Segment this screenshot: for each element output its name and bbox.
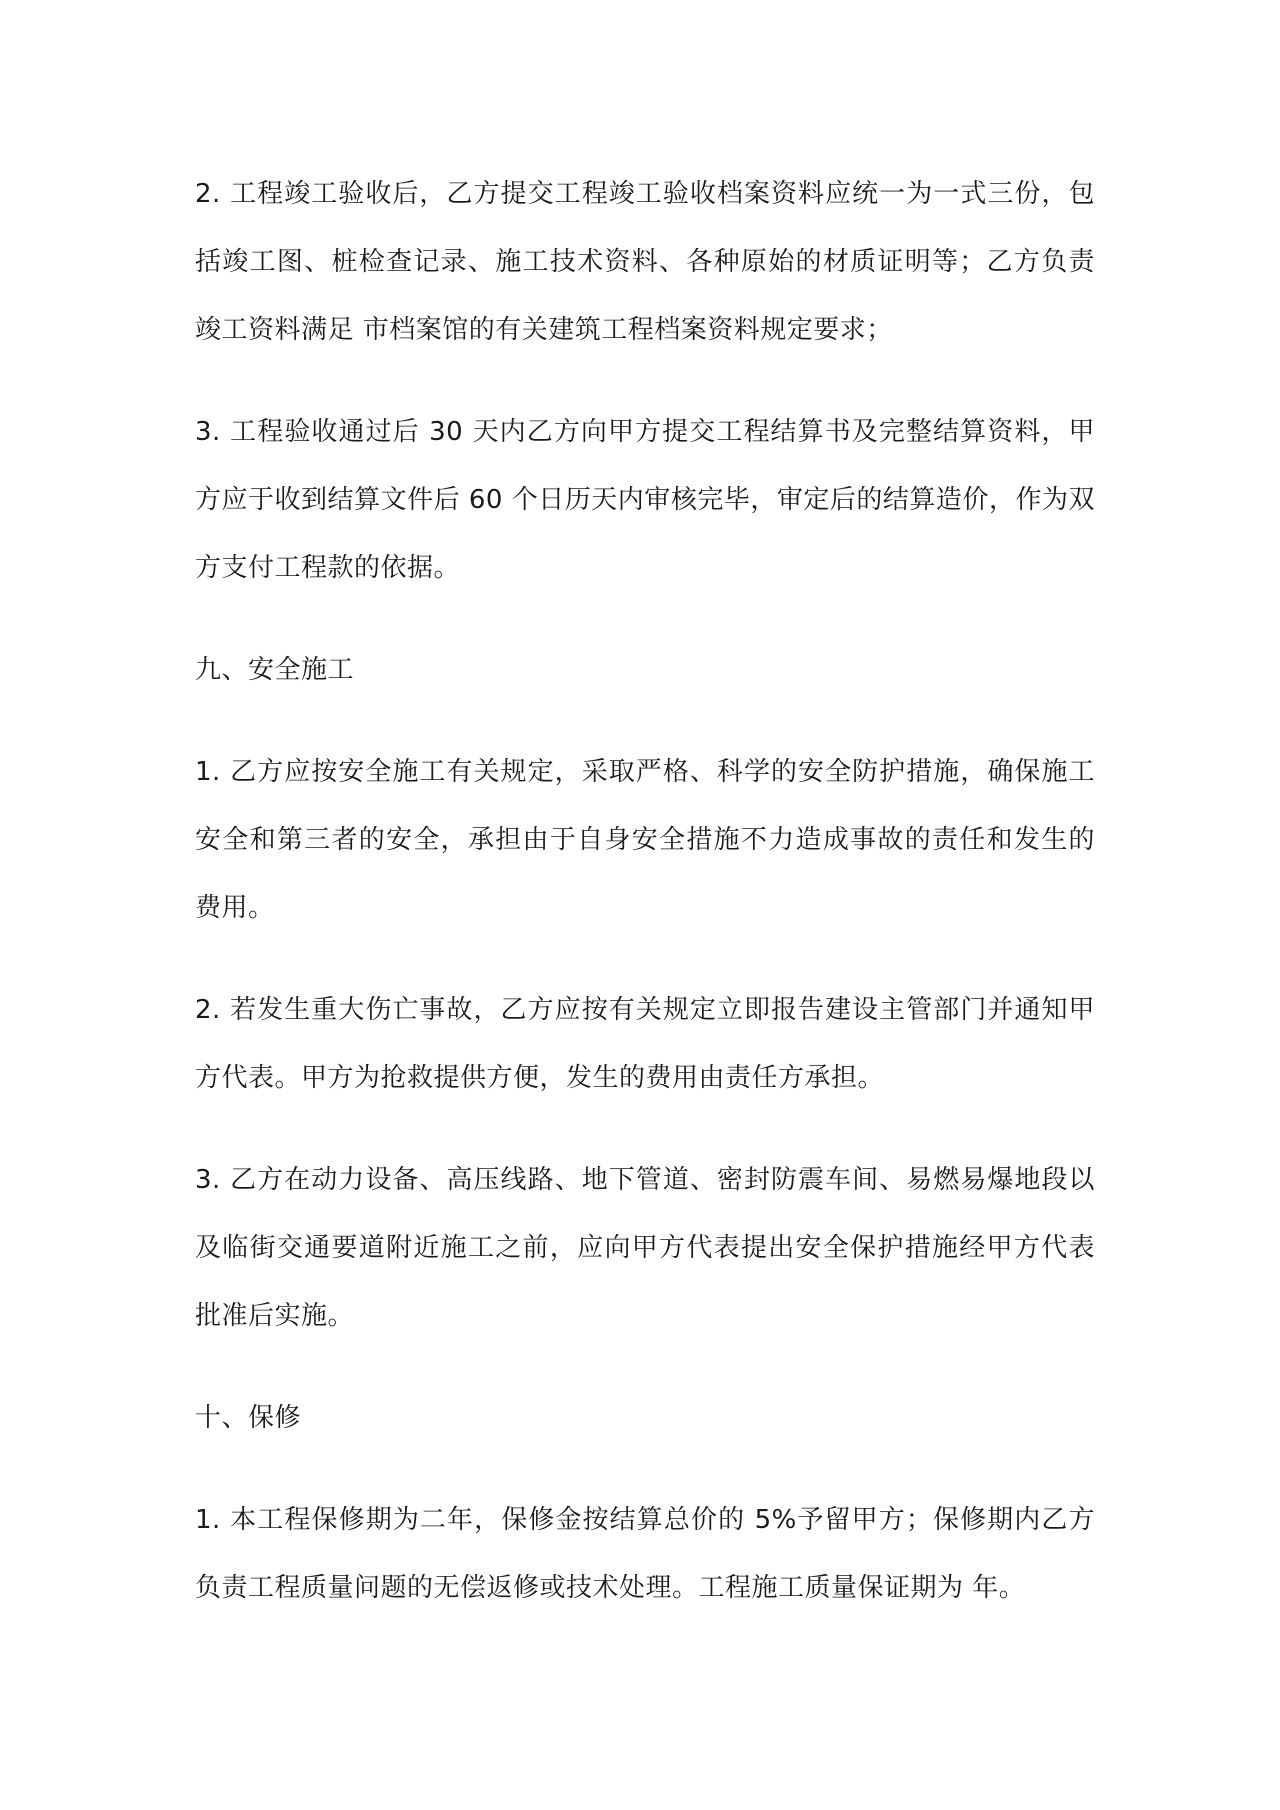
section-heading-safety: 九、安全施工: [195, 655, 355, 685]
document-body: [195, 160, 1095, 1656]
paragraph-9-1-safety-measures: 1. 乙方应按安全施工有关规定，采取严格、科学的安全防护措施，确保施工安全和第三者的安全，承担由于自身安全措施不力造成事故的责任和发生的费用。: [195, 757, 1095, 923]
paragraph-10-1-warranty-period: 1. 本工程保修期为二年，保修金按结算总价的 5%予留甲方；保修期内乙方负责工程质量问题的无偿返修或技术处理。工程施工质量保证期为 年。: [195, 1505, 1095, 1603]
paragraph-8-2-archive-materials: 2. 工程竣工验收后，乙方提交工程竣工验收档案资料应统一为一式三份，包括竣工图、桩检查记录、施工技术资料、各种原始的材质证明等；乙方负责竣工资料满足 市档案馆的有关建筑工程档案资料规定要求；: [195, 179, 1095, 345]
paragraph-9-2-accident-report: 2. 若发生重大伤亡事故，乙方应按有关规定立即报告建设主管部门并通知甲方代表。甲方为抢救提供方便，发生的费用由责任方承担。: [195, 995, 1095, 1093]
section-heading-warranty: 十、保修: [195, 1403, 302, 1433]
paragraph-8-3-settlement: 3. 工程验收通过后 30 天内乙方向甲方提交工程结算书及完整结算资料，甲方应于收到结算文件后 60 个日历天内审核完毕，审定后的结算造价，作为双方支付工程款的依据。: [195, 417, 1095, 583]
paragraph-9-3-hazard-areas: 3. 乙方在动力设备、高压线路、地下管道、密封防震车间、易燃易爆地段以及临街交通要道附近施工之前，应向甲方代表提出安全保护措施经甲方代表批准后实施。: [195, 1165, 1095, 1331]
